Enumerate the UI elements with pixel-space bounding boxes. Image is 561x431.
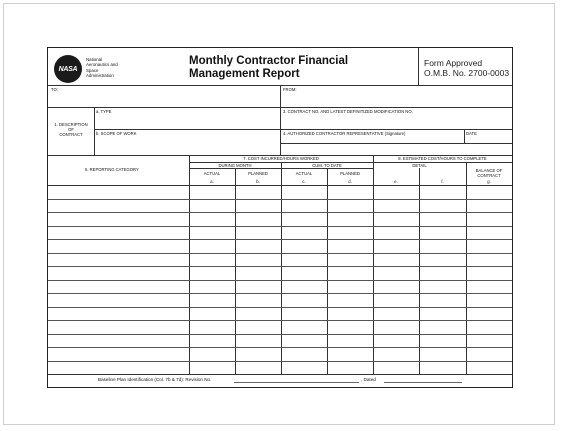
agency-line: Aeronautics and [86, 62, 118, 68]
title-line: Monthly Contractor Financial [189, 55, 349, 67]
during-month-header: DURING MONTH [218, 163, 252, 168]
cum-to-date-header: CUM. TO DATE [312, 163, 342, 168]
planned-month-header: PLANNED [248, 171, 268, 176]
scope-field[interactable]: b. SCOPE OF WORK [96, 131, 137, 136]
table-row-separator [48, 239, 512, 240]
title-line: Management Report [189, 68, 300, 80]
balance-line: BALANCE OF [475, 168, 503, 173]
nasa-logo-icon: NASA [54, 55, 82, 83]
balance-of-contract-header [466, 168, 512, 178]
description-line: OF [68, 127, 74, 132]
detail-header: DETAIL [412, 163, 427, 168]
dated-line[interactable] [384, 382, 462, 383]
omb-number: O.M.B. No. 2700-0003 [424, 68, 510, 78]
form-approved-label: Form Approved [424, 58, 483, 68]
omb-approval [424, 58, 509, 78]
table-row-separator [48, 293, 512, 294]
table-row-separator [48, 226, 512, 227]
reporting-category-header: 5. REPORTING CATEGORY [85, 167, 139, 172]
date-field[interactable]: DATE [466, 131, 477, 136]
agency-line: Administration [86, 73, 114, 79]
to-field[interactable]: TO: [51, 87, 58, 92]
description-label [50, 122, 92, 137]
table-row-separator [48, 320, 512, 321]
dated-label: , Dated [361, 377, 376, 382]
agency-name [86, 57, 118, 79]
authorized-representative-field[interactable]: 4. AUTHORIZED CONTRACTOR REPRESENTATIVE (Signature) [283, 131, 406, 136]
estimated-cost-header: 8. ESTIMATED COST/HOURS TO COMPLETE [398, 156, 487, 161]
column-letter: g. [487, 179, 491, 184]
description-line: CONTRACT [59, 132, 83, 137]
actual-month-header: ACTUAL [203, 171, 221, 176]
balance-line: CONTRACT [477, 173, 501, 178]
revision-no-line[interactable] [234, 382, 359, 383]
column-letter: b. [256, 179, 260, 184]
description-line: 1. DESCRIPTION [54, 122, 88, 127]
table-row-separator [48, 361, 512, 362]
table-row-separator [48, 199, 512, 200]
planned-cum-header: PLANNED [340, 171, 360, 176]
table-row-separator [48, 280, 512, 281]
table-row-separator [48, 212, 512, 213]
column-letter: e. [394, 179, 398, 184]
table-row-separator [48, 347, 512, 348]
table-row-separator [48, 334, 512, 335]
from-field[interactable]: FROM: [283, 87, 297, 92]
table-row-separator [48, 307, 512, 308]
financial-report-form [47, 47, 513, 388]
cost-incurred-header: 7. COST INCURRED/HOURS WORKED [243, 156, 319, 161]
actual-cum-header: ACTUAL [295, 171, 313, 176]
baseline-plan-label: Baseline Plan Identification (Col. 7b & 7d): Revision No. [98, 377, 212, 382]
agency-line: Space [86, 67, 99, 73]
column-letter: c. [302, 179, 306, 184]
column-letter: d. [348, 179, 352, 184]
type-field[interactable]: a. TYPE [96, 109, 112, 114]
table-row-separator [48, 266, 512, 267]
table-row-separator [48, 253, 512, 254]
form-title [189, 55, 348, 81]
column-letter: f. [441, 179, 444, 184]
contract-number-field[interactable]: 3. CONTRACT NO. AND LATEST DEFINITIZED MODIFICATION NO. [283, 109, 413, 114]
agency-line: National [86, 57, 103, 62]
column-letter: a. [210, 179, 214, 184]
